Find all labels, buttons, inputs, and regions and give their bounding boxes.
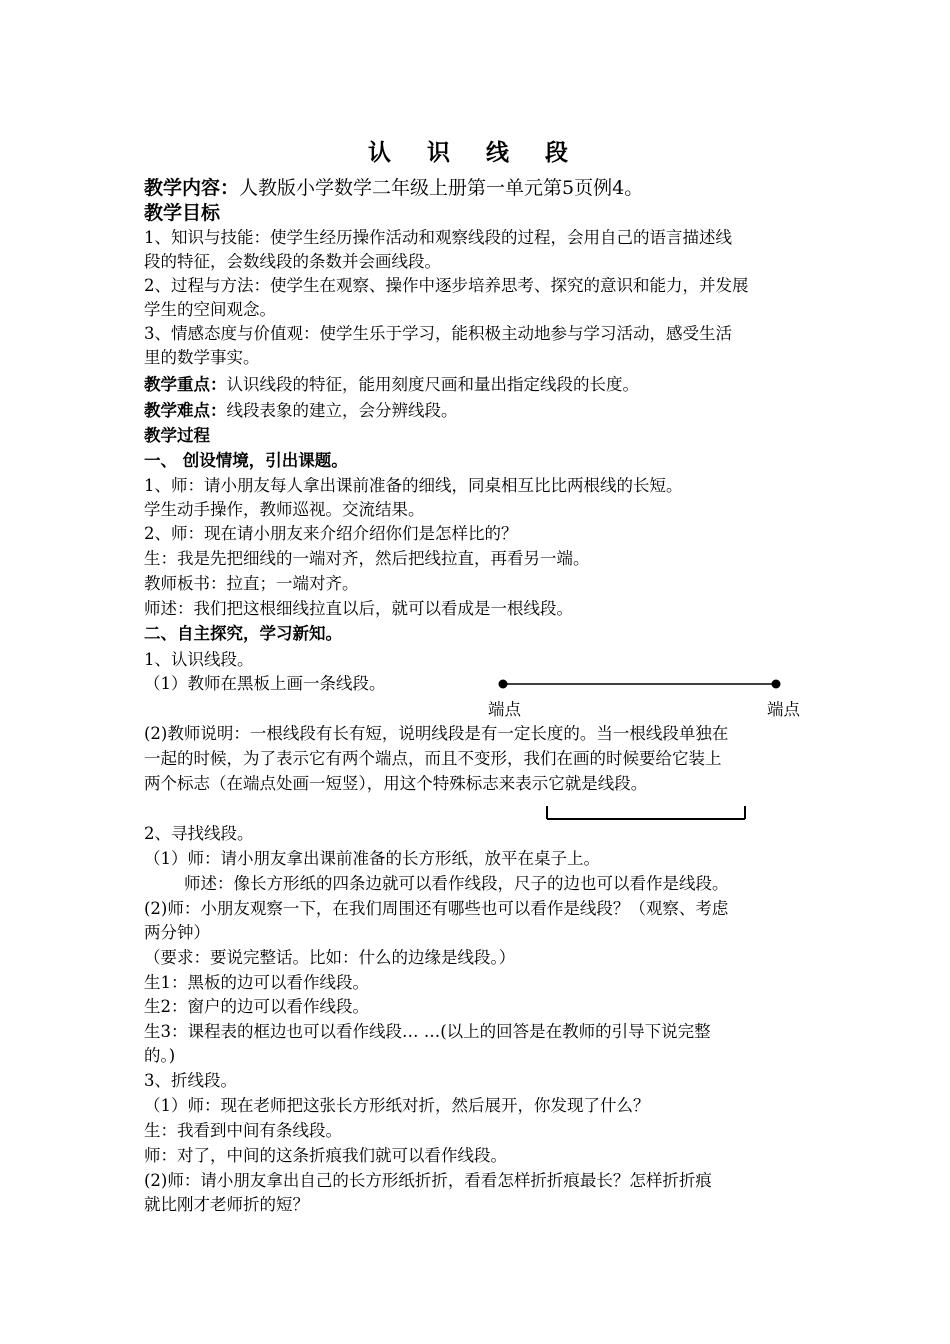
section-heading: 一、 创设情境，引出课题。	[144, 451, 348, 470]
endpoint-label-left: 端点	[488, 700, 521, 719]
body-line: 两分钟）	[144, 923, 210, 942]
content-line	[144, 176, 643, 201]
body-line: 师述：像长方形纸的四条边就可以看作线段，尺子的边也可以看作是线段。	[184, 874, 729, 893]
endpoint-label-right: 端点	[767, 700, 800, 719]
body-line: (2)师：请小朋友拿出自己的长方形纸折折，看看怎样折折痕最长？怎样折折痕	[144, 1171, 712, 1190]
body-line: 学生动手操作，教师巡视。交流结果。	[144, 500, 425, 519]
body-line: 2、师：现在请小朋友来介绍介绍你们是怎样比的？	[144, 524, 518, 543]
goal-line: 学生的空间观念。	[144, 300, 276, 319]
marked-segment-diagram	[543, 804, 749, 822]
difficulty-label: 教学难点：	[144, 401, 227, 420]
body-line: (2)教师说明：一根线段有长有短，说明线段是有一定长度的。当一根线段单独在	[144, 724, 729, 743]
key-point-line	[144, 373, 639, 397]
body-line: （1）教师在黑板上画一条线段。	[144, 674, 386, 693]
body-line: （1）师：请小朋友拿出课前准备的长方形纸，放平在桌子上。	[144, 849, 600, 868]
page-title: 认 识 线 段	[367, 140, 583, 166]
body-line: 两个标志（在端点处画一短竖），用这个特殊标志来表示它就是线段。	[144, 774, 648, 793]
body-line: 就比刚才老师折的短？	[144, 1195, 309, 1214]
body-line: 一起的时候，为了表示它有两个端点，而且不变形，我们在画的时候要给它装上	[144, 749, 722, 768]
body-line: 生：我是先把细线的一端对齐，然后把线拉直，再看另一端。	[144, 549, 590, 568]
body-line: 师述：我们把这根细线拉直以后，就可以看成是一根线段。	[144, 599, 573, 618]
endpoint-dot-right	[772, 680, 781, 689]
body-line: 生1：黑板的边可以看作线段。	[144, 973, 369, 992]
body-line: 生2：窗户的边可以看作线段。	[144, 997, 369, 1016]
goal-line: 3、情感态度与价值观：使学生乐于学习，能积极主动地参与学习活动，感受生活	[144, 324, 732, 343]
key-label: 教学重点：	[144, 375, 227, 394]
body-line: 教师板书：拉直；一端对齐。	[144, 574, 359, 593]
goal-line: 1、知识与技能：使学生经历操作活动和观察线段的过程，会用自己的语言描述线	[144, 228, 732, 247]
goal-line: 2、过程与方法：使学生在观察、操作中逐步培养思考、探究的意识和能力，并发展	[144, 276, 749, 295]
goal-line: 里的数学事实。	[144, 348, 260, 367]
difficulty-line	[144, 399, 458, 423]
difficulty-text: 线段表象的建立，会分辨线段。	[226, 401, 458, 420]
body-line: 1、认识线段。	[144, 650, 254, 669]
body-line: (2)师：小朋友观察一下，在我们周围还有哪些也可以看作是线段？（观察、考虑	[144, 899, 729, 918]
line-segment-diagram	[490, 674, 790, 694]
process-heading: 教学过程	[144, 426, 210, 445]
content-text: 人教版小学数学二年级上册第一单元第5页例4。	[239, 177, 644, 199]
goal-line: 段的特征，会数线段的条数并会画线段。	[144, 252, 441, 271]
endpoint-dot-left	[499, 680, 508, 689]
body-line: 的。)	[144, 1046, 176, 1065]
body-line: （要求：要说完整话。比如：什么的边缘是线段。）	[144, 948, 516, 967]
body-line: （1）师：现在老师把这张长方形纸对折，然后展开，你发现了什么？	[144, 1096, 650, 1115]
body-line: 生：我看到中间有条线段。	[144, 1121, 342, 1140]
content-label: 教学内容：	[144, 177, 240, 199]
body-line: 师：对了，中间的这条折痕我们就可以看作线段。	[144, 1146, 507, 1165]
key-text: 认识线段的特征，能用刻度尺画和量出指定线段的长度。	[226, 375, 639, 394]
body-line: 生3：课程表的框边也可以看作线段… …(以上的回答是在教师的引导下说完整	[144, 1022, 711, 1041]
body-line: 3、折线段。	[144, 1071, 237, 1090]
goals-heading: 教学目标	[144, 202, 221, 224]
body-line: 1、师：请小朋友每人拿出课前准备的细线，同桌相互比比两根线的长短。	[144, 476, 683, 495]
section-heading: 二、自主探究，学习新知。	[144, 624, 342, 643]
body-line: 2、寻找线段。	[144, 824, 254, 843]
